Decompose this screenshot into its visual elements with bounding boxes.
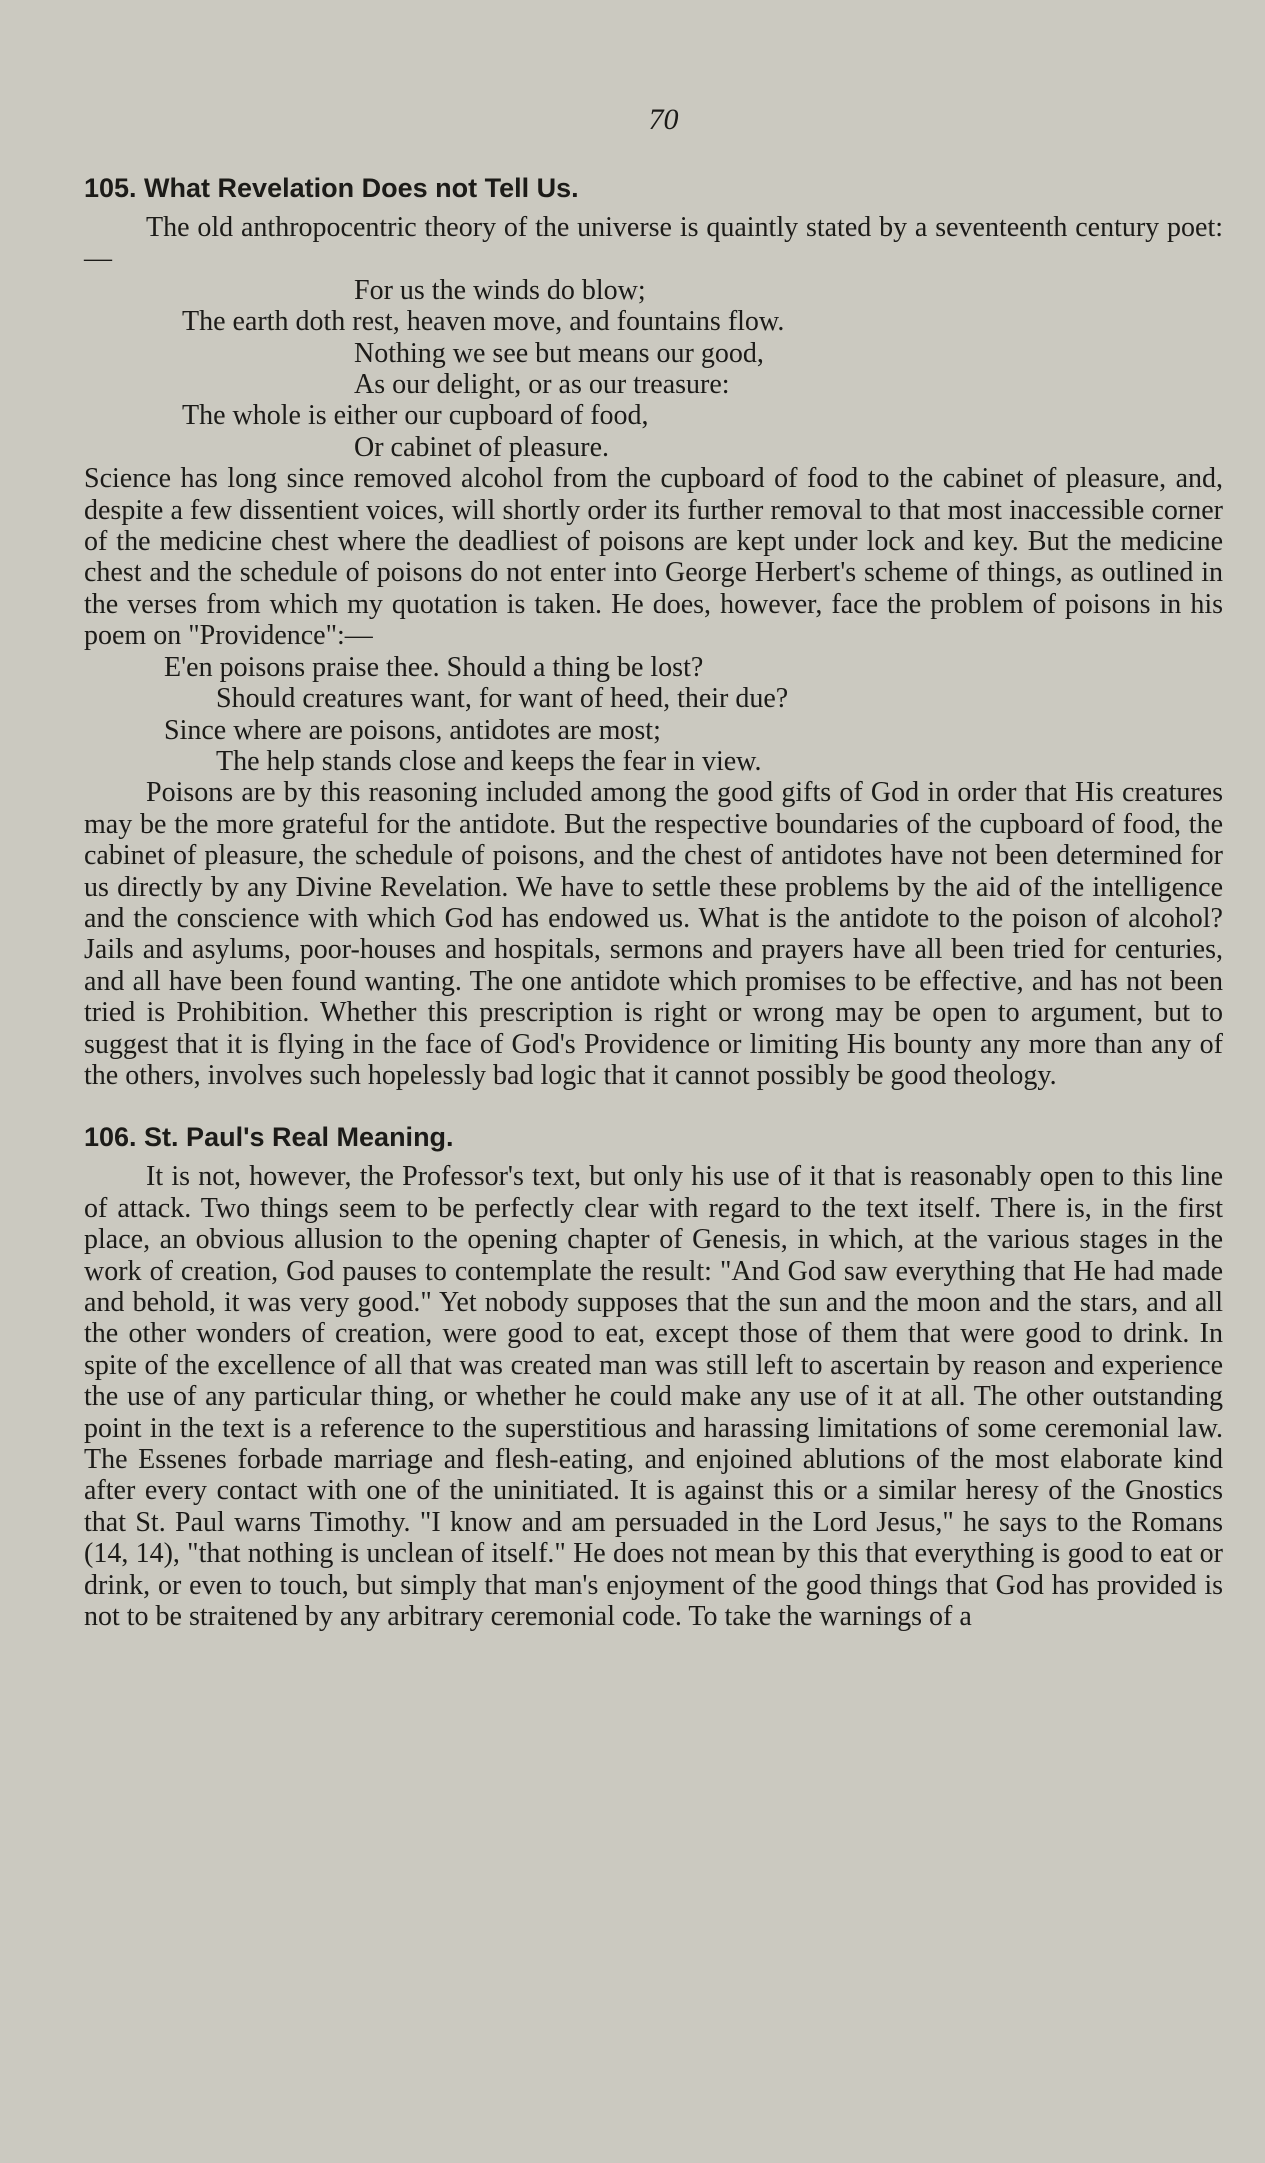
poem-line: Or cabinet of pleasure. bbox=[354, 431, 609, 463]
poem-line: As our delight, or as our treasure: bbox=[354, 369, 730, 401]
poem-line: The help stands close and keeps the fear in view. bbox=[216, 745, 762, 777]
poem-line: Since where are poisons, antidotes are most; bbox=[164, 714, 661, 746]
poem-line: Nothing we see but means our good, bbox=[354, 337, 764, 369]
poem-line: For us the winds do blow; bbox=[354, 274, 646, 306]
section-105-paragraph: Science has long since removed alcohol from the cupboard of food to the cabinet of pleasure, and, despite a few dissentient voices, will shortly order its further removal to that most inaccessible corner of the medicine chest where the deadliest of poisons are kept under lock and key. But the medicine chest and the schedule of poisons do not enter into George Herbert's scheme of things, as outlined in the verses from which my quotation is taken. He does, however, face the problem of poisons in his poem on "Providence":— bbox=[84, 463, 1223, 652]
section-105-paragraph: Poisons are by this reasoning included among the good gifts of God in order that His creatures may be the more grateful for the antidote. But the respective boundaries of the cupboard of food, the cabinet of pleasure, the schedule of poisons, and the chest of antidotes have not been determined for us directly by any Divine Revelation. We have to settle these problems by the aid of the intelligence and the conscience with which God has endowed us. What is the antidote to the poison of alcohol? Jails and asylums, poor-houses and hospitals, sermons and prayers have all been tried for centuries, and all have been found wanting. The one antidote which promises to be effective, and has not been tried is Prohibition. Whether this prescription is right or wrong may be open to argument, but to suggest that it is flying in the face of God's Providence or limiting His bounty any more than any of the others, involves such hopelessly bad logic that it cannot possibly be good theology. bbox=[84, 777, 1223, 1091]
section-106-paragraph: It is not, however, the Professor's text, but only his use of it that is reasonably open to this line of attack. Two things seem to be perfectly clear with regard to the text itself. There is, in the first place, an obvious allusion to the opening chapter of Genesis, in which, at the various stages in the work of creation, God pauses to contemplate the result: "And God saw everything that He had made and behold, it was very good." Yet nobody supposes that the sun and the moon and the stars, and all the other wonders of creation, were good to eat, except those of them that were good to drink. In spite of the excellence of all that was created man was still left to ascertain by reason and experience the use of any particular thing, or whether he could make any use of it at all. The other outstanding point in the text is a reference to the superstitious and harassing limitations of some ceremonial law. The Essenes forbade marriage and flesh-eating, and enjoined ablutions of the most elaborate kind after every contact with one of the uninitiated. It is against this or a similar heresy of the Gnostics that St. Paul warns Timothy. "I know and am persuaded in the Lord Jesus," he says to the Romans (14, 14), "that nothing is unclean of itself." He does not mean by this that everything is good to eat or drink, or even to touch, but simply that man's enjoyment of the good things that God has provided is not to be straitened by any arbitrary ceremonial code. To take the warnings of a bbox=[84, 1161, 1223, 1633]
section-105 bbox=[84, 170, 1223, 1091]
poem-line: The whole is either our cupboard of food, bbox=[182, 400, 649, 432]
section-105-intro: The old anthropocentric theory of the universe is quaintly stated by a seventeenth century poet:— bbox=[84, 212, 1223, 275]
page-number: 70 bbox=[648, 103, 679, 136]
section-105-heading: 105. What Revelation Does not Tell Us. bbox=[84, 173, 579, 203]
herbert-poem-providence bbox=[84, 652, 1223, 778]
section-gap bbox=[84, 1091, 1223, 1119]
poem-line: Should creatures want, for want of heed, their due? bbox=[216, 683, 789, 715]
herbert-poem-man bbox=[84, 275, 1223, 463]
poem-line: E'en poisons praise thee. Should a thing be lost? bbox=[164, 651, 704, 683]
poem-line: The earth doth rest, heaven move, and fountains flow. bbox=[182, 306, 785, 338]
section-106 bbox=[84, 1119, 1223, 1632]
section-106-heading: 106. St. Paul's Real Meaning. bbox=[84, 1122, 454, 1153]
